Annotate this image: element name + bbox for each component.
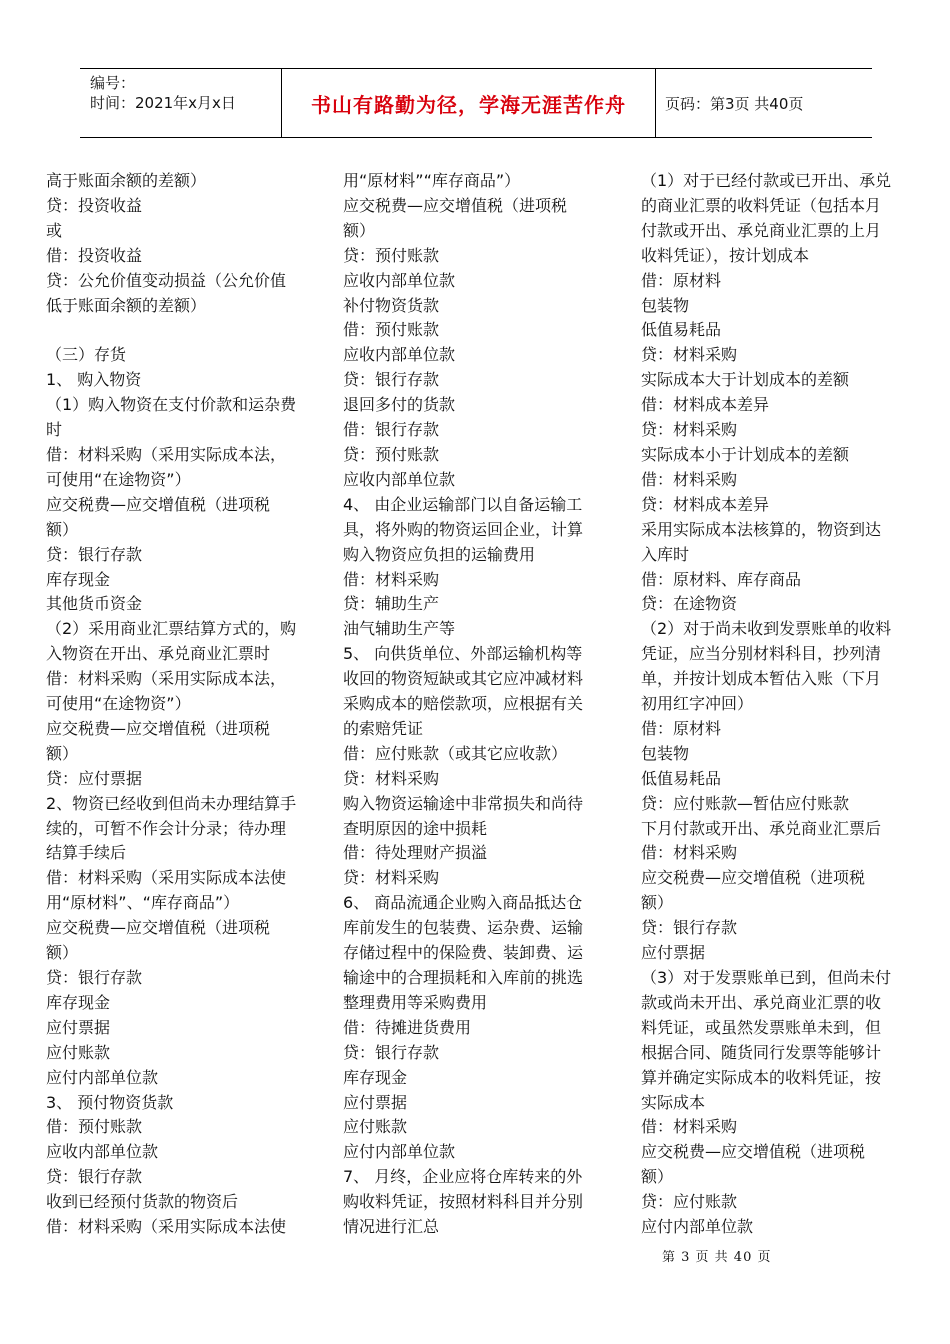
text-column-3 [641, 169, 903, 1240]
text-line: 贷：投资收益 [46, 195, 143, 215]
text-line: 整理费用等采购费用 [343, 992, 488, 1012]
text-line: 应付账款 [46, 1042, 111, 1062]
text-line: 料凭证，或虽然发票账单未到，但 [641, 1017, 882, 1037]
text-line: 贷：银行存款 [46, 1167, 143, 1187]
text-line: 5、 向供货单位、外部运输机构等 [343, 644, 583, 664]
text-line: 借：材料采购 [641, 1117, 738, 1137]
document-time-label: 时间：2021年x月x日 [90, 94, 236, 112]
text-line: 高于账面余额的差额） [46, 171, 207, 190]
text-line: 付款或开出、承兑商业汇票的上月 [641, 220, 882, 240]
text-line: 借：原材料 [641, 718, 722, 738]
text-line: 应付内部单位款 [46, 1067, 159, 1087]
text-line: 下月付款或开出、承兑商业汇票后 [641, 818, 882, 838]
text-line: 低于账面余额的差额） [46, 295, 207, 315]
text-line: 应收内部单位款 [46, 1142, 159, 1162]
text-line: 额） [641, 1167, 674, 1187]
text-line: 补付物资货款 [343, 295, 440, 315]
text-line: 应交税费—应交增值税（进项税 [641, 1142, 866, 1162]
text-line: 应交税费—应交增值税（进项税 [46, 718, 271, 738]
text-line: 采购成本的赔偿款项，应根据有关 [343, 694, 584, 714]
text-line: 贷：公允价值变动损益（公允价值 [46, 270, 287, 290]
text-line: 额） [46, 943, 79, 963]
text-line: 应付账款 [343, 1117, 408, 1137]
page-footer: 第 3 页 共 40 页 [662, 1250, 772, 1265]
text-line: 贷：材料采购 [641, 345, 738, 365]
text-line: 贷：材料采购 [641, 420, 738, 440]
text-line: 6、 商品流通企业购入商品抵达仓 [343, 893, 583, 913]
text-line: （1）对于已经付款或已开出、承兑 [641, 171, 892, 190]
text-line: 应付内部单位款 [641, 1217, 754, 1237]
text-line: 借：材料采购（采用实际成本法使 [46, 868, 287, 888]
document-number-label: 编号： [90, 74, 136, 92]
text-line: 库前发生的包装费、运杂费、运输 [343, 918, 584, 938]
text-line: 查明原因的途中损耗 [343, 818, 488, 838]
text-line: 应付票据 [343, 1092, 408, 1112]
text-line: 入库时 [641, 544, 690, 564]
text-line: （1）购入物资在支付价款和运杂费 [46, 395, 297, 415]
text-line: 借：材料采购 [343, 569, 440, 589]
text-line: 的商业汇票的收料凭证（包括本月 [641, 195, 882, 215]
text-line: 购收料凭证，按照材料科目并分别 [343, 1192, 584, 1212]
text-line: 低值易耗品 [641, 768, 722, 788]
text-line: 借：原材料 [641, 270, 722, 290]
text-line: 应付票据 [641, 943, 706, 963]
text-line: 收回的物资短缺或其它应冲减材料 [343, 669, 584, 689]
text-line: 应收内部单位款 [343, 469, 456, 489]
text-line: 额） [46, 743, 79, 763]
document-header [80, 68, 872, 138]
text-line: 应付内部单位款 [343, 1142, 456, 1162]
text-line: 借：材料采购（采用实际成本法使 [46, 1217, 287, 1237]
text-column-2 [343, 169, 605, 1240]
text-line: 具，将外购的物资运回企业，计算 [343, 519, 584, 539]
text-line: 2、物资已经收到但尚未办理结算手 [46, 793, 297, 813]
text-line: 退回多付的货款 [343, 395, 456, 415]
text-line: 可使用“在途物资”） [46, 469, 191, 489]
text-line: （3）对于发票账单已到，但尚未付 [641, 968, 892, 987]
text-line: 贷：银行存款 [343, 370, 440, 390]
text-line: 借：材料采购（采用实际成本法， [46, 444, 287, 464]
text-line: 实际成本小于计划成本的差额 [641, 444, 850, 464]
text-line: 借：投资收益 [46, 245, 143, 265]
text-line: 时 [46, 420, 63, 440]
text-line: 贷：预付账款 [343, 444, 440, 464]
text-line: 应交税费—应交增值税（进项税 [343, 195, 568, 215]
text-line: 借：预付账款 [46, 1117, 143, 1137]
text-line: 单，并按计划成本暂估入账（下月 [641, 669, 882, 689]
text-line: 购入物资应负担的运输费用 [343, 544, 536, 564]
text-line: 4、 由企业运输部门以自备运输工 [343, 494, 583, 514]
text-line: 实际成本 [641, 1092, 706, 1112]
text-line: 应交税费—应交增值税（进项税 [46, 918, 271, 938]
text-line: 采用实际成本法核算的，物资到达 [641, 519, 882, 539]
text-line: 贷：银行存款 [343, 1042, 440, 1062]
text-line: 实际成本大于计划成本的差额 [641, 370, 850, 390]
text-line: 库存现金 [46, 569, 111, 589]
text-line: 续的，可暂不作会计分录；待办理 [46, 818, 287, 838]
text-line: 包装物 [641, 743, 690, 763]
text-line: 1、 购入物资 [46, 370, 142, 390]
text-line: 库存现金 [343, 1067, 408, 1087]
text-line: 贷：材料采购 [343, 868, 440, 888]
text-line: 贷：材料采购 [343, 768, 440, 788]
text-line: 初用红字冲回） [641, 694, 754, 714]
text-line: 油气辅助生产等 [343, 619, 456, 639]
text-line: 应收内部单位款 [343, 345, 456, 365]
text-line: 借：原材料、库存商品 [641, 569, 802, 589]
text-line [46, 318, 308, 343]
text-line: 3、 预付物资货款 [46, 1092, 174, 1112]
text-line: 借：材料采购 [641, 843, 738, 863]
text-line: 低值易耗品 [641, 320, 722, 340]
text-line: 存储过程中的保险费、装卸费、运 [343, 943, 584, 963]
text-line: 借：待摊进货费用 [343, 1017, 472, 1037]
text-line: 贷：在途物资 [641, 594, 738, 614]
text-line: 借：材料采购（采用实际成本法， [46, 669, 287, 689]
text-line: 额） [46, 519, 79, 539]
text-line: 用“原材料”“库存商品”） [343, 171, 521, 190]
text-line: 输途中的合理损耗和入库前的挑选 [343, 968, 584, 987]
text-line: 购入物资运输途中非常损失和尚待 [343, 793, 584, 813]
text-line: 借：应付账款（或其它应收款） [343, 743, 568, 763]
text-line: 贷：应付账款 [641, 1192, 738, 1212]
text-line: 贷：应付票据 [46, 768, 143, 788]
text-line: 7、 月终，企业应将仓库转来的外 [343, 1167, 583, 1187]
text-line: 额） [641, 893, 674, 913]
text-line: 根据合同、随货同行发票等能够计 [641, 1042, 882, 1062]
text-line: 库存现金 [46, 992, 111, 1012]
text-line: 收料凭证），按计划成本 [641, 245, 810, 265]
text-column-1 [46, 169, 308, 1240]
text-line: 凭证，应当分别材料科目，抄列清 [641, 644, 882, 664]
text-line: 借：银行存款 [343, 420, 440, 440]
text-line: 算并确定实际成本的收料凭证，按 [641, 1067, 882, 1087]
text-line: 可使用“在途物资”） [46, 694, 191, 714]
text-line: 收到已经预付货款的物资后 [46, 1192, 239, 1212]
header-motto: 书山有路勤为径，学海无涯苦作舟 [281, 69, 656, 137]
text-line: 借：材料采购 [641, 469, 738, 489]
text-line: 款或尚未开出、承兑商业汇票的收 [641, 992, 882, 1012]
text-line: 贷：银行存款 [641, 918, 738, 938]
text-line: 或 [46, 220, 63, 240]
text-line: 应付票据 [46, 1017, 111, 1037]
text-line: （2）对于尚未收到发票账单的收料 [641, 619, 892, 639]
text-line: 借：材料成本差异 [641, 395, 770, 415]
text-line: 贷：预付账款 [343, 245, 440, 265]
text-line: 结算手续后 [46, 843, 127, 863]
text-line: 额） [343, 220, 376, 240]
text-line: 包装物 [641, 295, 690, 315]
text-line: 借：待处理财产损溢 [343, 843, 488, 863]
text-line: 情况进行汇总 [343, 1217, 440, 1237]
text-line: （2）采用商业汇票结算方式的，购 [46, 619, 297, 639]
text-line: 借：预付账款 [343, 320, 440, 340]
text-line: 其他货币资金 [46, 594, 143, 614]
text-line: 贷：应付账款—暂估应付账款 [641, 793, 850, 813]
text-line: 应交税费—应交增值税（进项税 [641, 868, 866, 888]
header-page-label: 页码：第3页 共40页 [665, 94, 804, 113]
text-line: 应交税费—应交增值税（进项税 [46, 494, 271, 514]
text-line: 贷：银行存款 [46, 544, 143, 564]
text-line: 的索赔凭证 [343, 718, 424, 738]
text-line: （三）存货 [46, 345, 127, 365]
text-line: 应收内部单位款 [343, 270, 456, 290]
text-line: 贷：材料成本差异 [641, 494, 770, 514]
text-line: 入物资在开出、承兑商业汇票时 [46, 644, 271, 664]
text-line: 贷：银行存款 [46, 968, 143, 987]
text-line: 贷：辅助生产 [343, 594, 440, 614]
text-line: 用“原材料”、“库存商品”） [46, 893, 240, 913]
header-meta [80, 69, 280, 137]
